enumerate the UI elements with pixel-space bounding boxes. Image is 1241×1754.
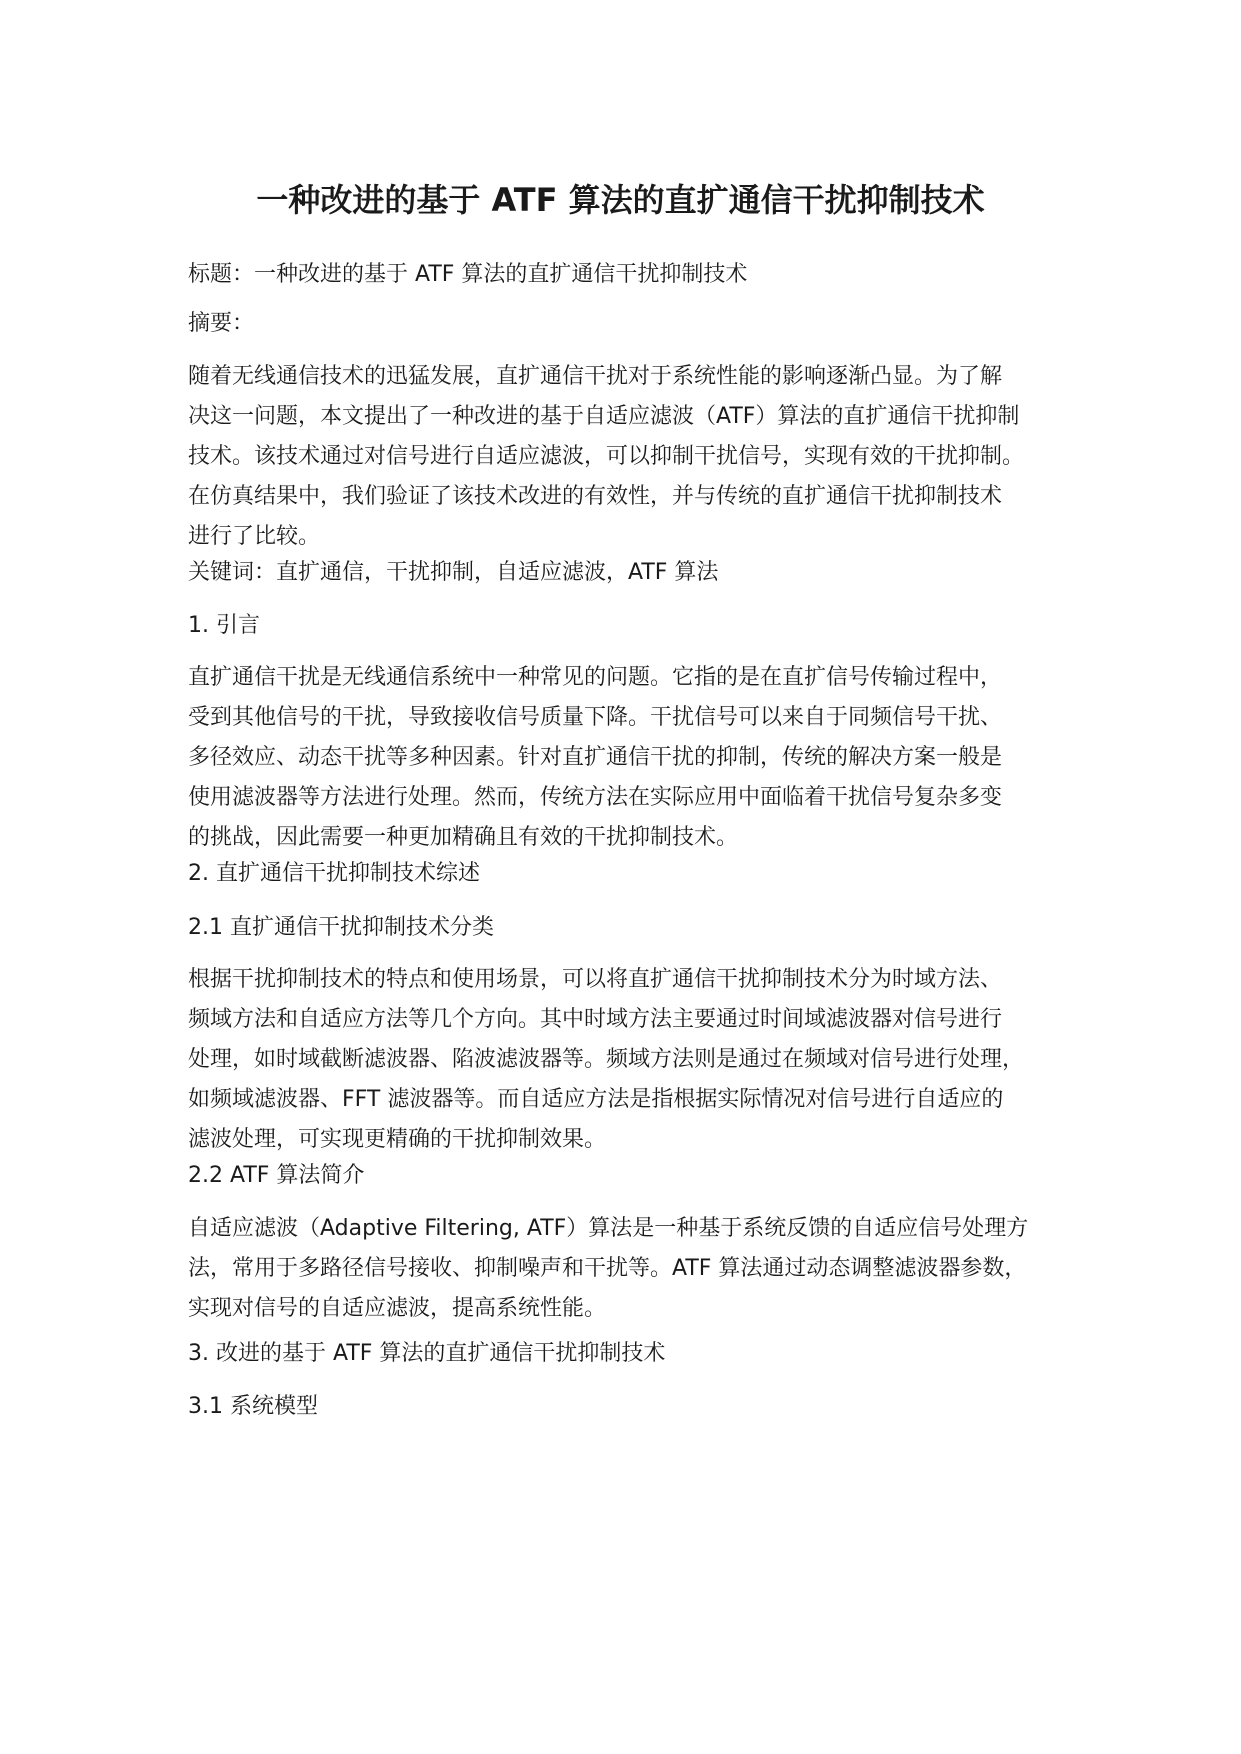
section-2-heading <box>188 854 1088 894</box>
section-2-2-paragraph <box>188 1209 1088 1329</box>
section-2-2-line: 法，常用于多路径信号接收、抑制噪声和干扰等。ATF 算法通过动态调整滤波器参数， <box>188 1256 1027 1281</box>
section-3-1-heading-text: 3.1 系统模型 <box>188 1394 318 1419</box>
keywords-line <box>188 553 1088 593</box>
title-label-line <box>188 255 1088 295</box>
section-1-line: 多径效应、动态干扰等多种因素。针对直扩通信干扰的抑制，传统的解决方案一般是 <box>188 745 1003 770</box>
section-2-1-line: 滤波处理，可实现更精确的干扰抑制效果。 <box>188 1127 607 1152</box>
keywords-text: 关键词：直扩通信，干扰抑制，自适应滤波，ATF 算法 <box>188 560 719 585</box>
section-3-heading <box>188 1334 1088 1374</box>
section-1-heading-text: 1. 引言 <box>188 613 260 638</box>
section-2-1-line: 处理，如时域截断滤波器、陷波滤波器等。频域方法则是通过在频域对信号进行处理， <box>188 1047 1025 1072</box>
abstract-line: 进行了比较。 <box>188 524 321 549</box>
section-1-line: 的挑战，因此需要一种更加精确且有效的干扰抑制技术。 <box>188 825 739 850</box>
section-2-2-heading <box>188 1156 1088 1196</box>
section-2-1-paragraph <box>188 960 1088 1160</box>
section-2-2-line: 自适应滤波（Adaptive Filtering, ATF）算法是一种基于系统反馈的自适应信号处理方 <box>188 1216 1029 1241</box>
section-1-heading <box>188 606 1088 646</box>
section-3-1-heading <box>188 1387 1088 1427</box>
document-title: 一种改进的基于 ATF 算法的直扩通信干扰抑制技术 <box>256 181 985 219</box>
abstract-line: 决这一问题，本文提出了一种改进的基于自适应滤波（ATF）算法的直扩通信干扰抑制 <box>188 404 1020 429</box>
section-1-line: 直扩通信干扰是无线通信系统中一种常见的问题。它指的是在直扩信号传输过程中， <box>188 665 1003 690</box>
section-2-2-heading-text: 2.2 ATF 算法简介 <box>188 1163 365 1188</box>
abstract-line: 在仿真结果中，我们验证了该技术改进的有效性，并与传统的直扩通信干扰抑制技术 <box>188 484 1003 509</box>
section-1-line: 受到其他信号的干扰，导致接收信号质量下降。干扰信号可以来自于同频信号干扰、 <box>188 705 1003 730</box>
abstract-line: 随着无线通信技术的迅猛发展，直扩通信干扰对于系统性能的影响逐渐凸显。为了解 <box>188 364 1003 389</box>
section-1-line: 使用滤波器等方法进行处理。然而，传统方法在实际应用中面临着干扰信号复杂多变 <box>188 785 1003 810</box>
abstract-heading-text: 摘要： <box>188 311 255 336</box>
abstract-line: 技术。该技术通过对信号进行自适应滤波，可以抑制干扰信号，实现有效的干扰抑制。 <box>188 444 1025 469</box>
abstract-paragraph <box>188 357 1088 557</box>
section-1-paragraph <box>188 658 1088 858</box>
section-2-heading-text: 2. 直扩通信干扰抑制技术综述 <box>188 861 480 886</box>
section-2-1-line: 根据干扰抑制技术的特点和使用场景，可以将直扩通信干扰抑制技术分为时域方法、 <box>188 967 1003 992</box>
abstract-heading <box>188 304 1088 344</box>
section-2-1-heading-text: 2.1 直扩通信干扰抑制技术分类 <box>188 915 494 940</box>
section-2-1-line: 频域方法和自适应方法等几个方向。其中时域方法主要通过时间域滤波器对信号进行 <box>188 1007 1003 1032</box>
title-label-text: 标题：一种改进的基于 ATF 算法的直扩通信干扰抑制技术 <box>188 262 748 287</box>
section-2-1-line: 如频域滤波器、FFT 滤波器等。而自适应方法是指根据实际情况对信号进行自适应的 <box>188 1087 1004 1112</box>
section-2-1-heading <box>188 908 1088 948</box>
section-3-heading-text: 3. 改进的基于 ATF 算法的直扩通信干扰抑制技术 <box>188 1341 666 1366</box>
section-2-2-line: 实现对信号的自适应滤波，提高系统性能。 <box>188 1296 607 1321</box>
